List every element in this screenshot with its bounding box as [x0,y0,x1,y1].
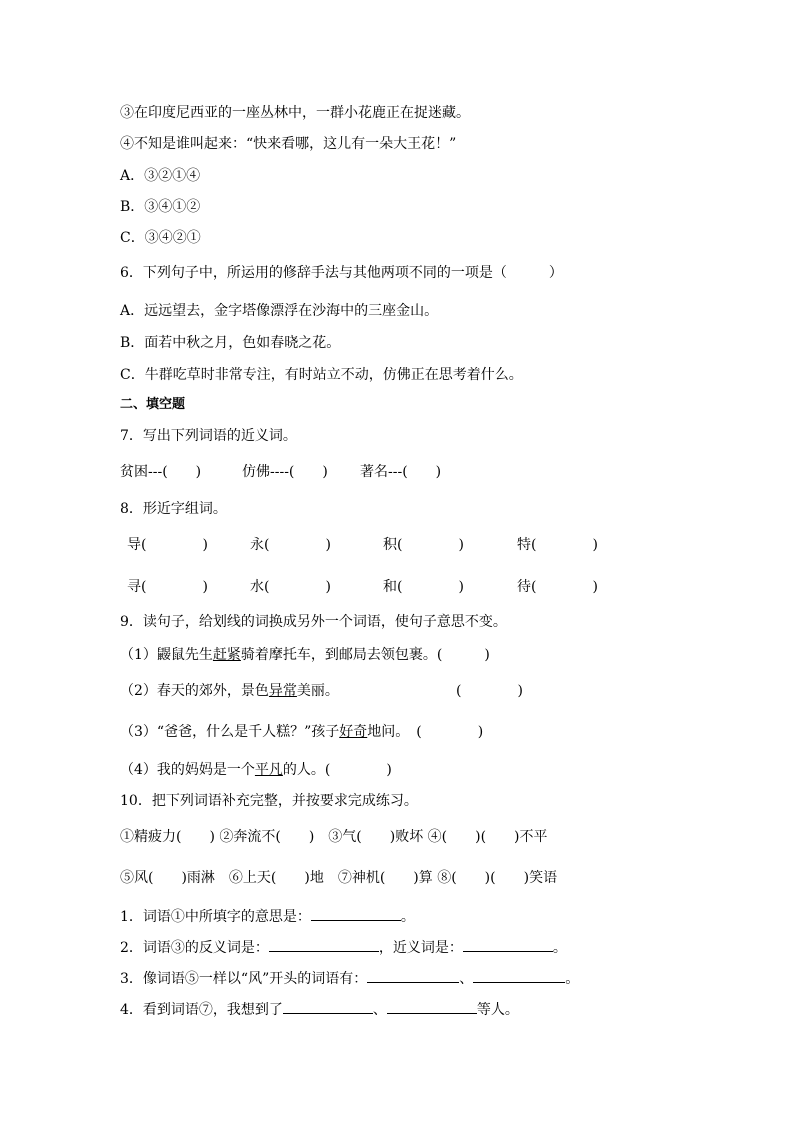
section-heading: 二、填空题 [120,397,186,412]
q10-sub1-text: 1．词语①中所填字的意思是： [120,909,311,925]
answer-blank[interactable] [367,968,459,983]
q10-sub2-mid: ，近义词是： [378,940,463,956]
q10-row-1: ①精疲力( ) ②奔流不( ) ③气( )败坏 ④( )( )不平 [120,829,548,845]
q10-sub-2 [120,937,567,957]
q6-stem: 6．下列句子中，所运用的修辞手法与其他两项不同的一项是（ ） [120,265,563,281]
q10-sub4-end: 等人。 [476,1002,519,1018]
q9-s3-text: （3）“爸爸，什么是千人糕？”孩子 [120,724,340,740]
q5-option-b: B．③④①② [120,199,201,215]
q6-option-b: B．面若中秋之月，色如春晓之花。 [120,335,341,351]
q10-sub-3 [120,968,579,988]
q10-sub1-end: 。 [400,909,415,925]
q7-stem: 7．写出下列词语的近义词。 [120,428,297,444]
q8-cell: 和( ) [383,579,464,595]
q5-option-c: C．③④②① [120,230,201,246]
answer-blank[interactable] [311,906,401,921]
q9-sentence-2 [120,682,339,700]
answer-blank[interactable] [463,937,553,952]
q10-sub2-text: 2．词语③的反义词是： [120,940,269,956]
q9-s4-underlined: 平凡 [254,762,283,778]
answer-blank[interactable] [387,999,477,1014]
q9-s2-answer: ( ) [456,683,523,699]
q10-sub4-text: 4．看到词语⑦，我想到了 [120,1002,283,1018]
q8-cell: 积( ) [383,537,464,553]
q9-s1-rest: 骑着摩托车，到邮局去领包裹。( ) [240,647,490,663]
q10-stem: 10．把下列词语补充完整，并按要求完成练习。 [120,793,418,809]
q8-cell: 导( ) [127,537,208,553]
q10-sub4-mid: 、 [372,1002,387,1018]
q6-option-c: C．牛群吃草时非常专注，有时站立不动，仿佛正在思考着什么。 [120,367,523,383]
q9-sentence-1 [120,646,490,664]
q9-s1-underlined: 赶紧 [212,647,241,663]
q8-stem: 8．形近字组词。 [120,501,227,517]
q10-sub-4 [120,999,519,1019]
q9-sentence-3 [120,723,483,741]
q5-item-3: ③在印度尼西亚的一座丛林中，一群小花鹿正在捉迷藏。 [120,105,470,121]
q8-cell: 水( ) [250,579,331,595]
q10-sub3-text: 3．像词语⑤一样以“风”开头的词语有： [120,971,368,987]
q9-sentence-4 [120,761,392,779]
q10-row-2: ⑤风( )雨淋 ⑥上天( )地 ⑦神机( )算 ⑧( )( )笑语 [120,870,558,886]
q9-stem: 9．读句子，给划线的词换成另外一个词语，使句子意思不变。 [120,614,507,630]
q10-sub2-end: 。 [552,940,567,956]
q5-item-4: ④不知是谁叫起来：“快来看哪，这儿有一朵大王花！” [120,136,457,152]
answer-blank[interactable] [473,968,565,983]
q8-cell: 寻( ) [127,579,208,595]
q9-s4-rest: 的人。( ) [282,762,392,778]
q9-s2-underlined: 异常 [268,683,297,699]
q10-sub-1 [120,906,415,926]
answer-blank[interactable] [269,937,379,952]
answer-blank[interactable] [283,999,373,1014]
q9-s1-text: （1）鼹鼠先生 [120,647,213,663]
q8-cell: 待( ) [517,579,598,595]
q8-cell: 永( ) [250,537,331,553]
q9-s3-underlined: 好奇 [339,724,368,740]
q9-s2-text: （2）春天的郊外，景色 [120,683,269,699]
q10-sub3-end: 。 [565,971,580,987]
q9-s4-text: （4）我的妈妈是一个 [120,762,255,778]
q8-cell: 特( ) [517,537,598,553]
q7-word-2: 仿佛----( ) [242,464,328,480]
q9-s3-rest: 地问。 ( ) [367,724,484,740]
q7-word-1: 贫困---( ) [120,464,202,480]
q6-option-a: A．远远望去，金字塔像漂浮在沙海中的三座金山。 [120,303,439,319]
q9-s2-rest: 美丽。 [296,683,339,699]
q5-option-a: A．③②①④ [120,168,201,184]
q7-word-3: 著名---( ) [360,464,442,480]
q10-sub3-mid: 、 [459,971,474,987]
